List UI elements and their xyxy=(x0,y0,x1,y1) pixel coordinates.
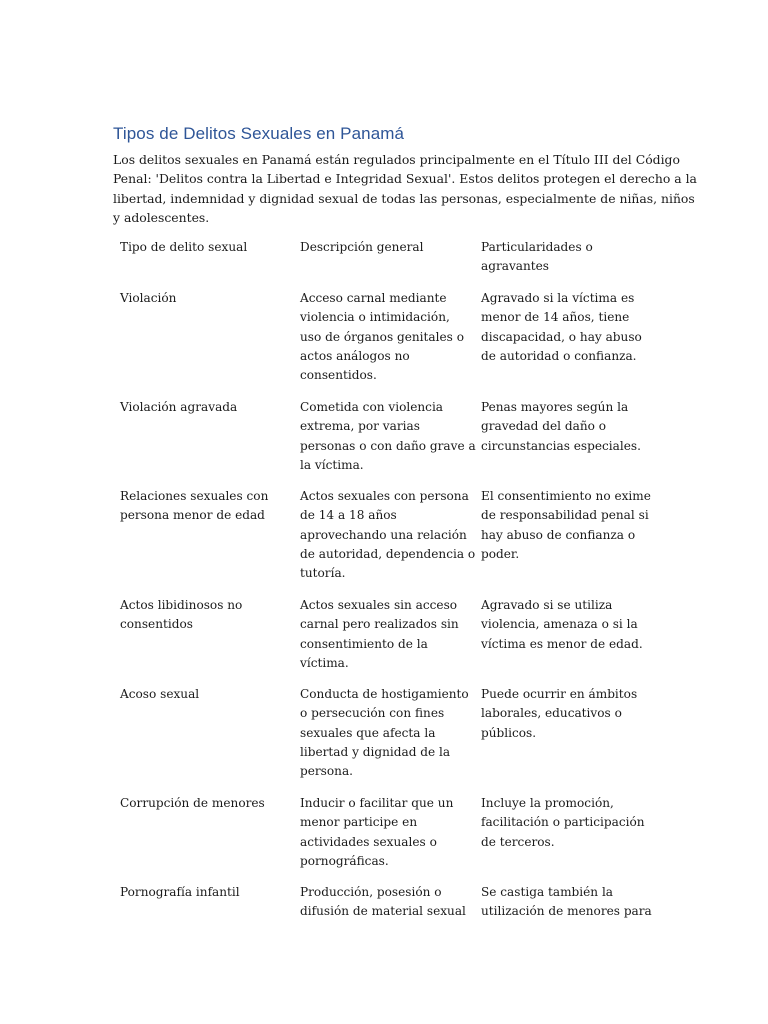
table-cell-type xyxy=(120,289,176,308)
header-text: Particularidades o xyxy=(481,240,593,254)
table-cell-type xyxy=(120,487,268,526)
table-cell-particularities xyxy=(481,883,652,922)
cell-line: poder. xyxy=(481,546,520,561)
cell-line: menor participe en xyxy=(300,815,418,830)
cell-line: discapacidad, o hay abuso xyxy=(481,329,642,344)
cell-line: difusión de material sexual xyxy=(300,904,466,919)
cell-line: laborales, educativos o xyxy=(481,706,622,721)
cell-line: Penas mayores según la xyxy=(481,400,629,414)
cell-line: violencia o intimidación, xyxy=(300,310,450,325)
table-cell-description xyxy=(300,487,475,583)
table-cell-description xyxy=(300,398,476,475)
table-cell-type xyxy=(120,596,242,635)
cell-line: hay abuso de confianza o xyxy=(481,527,636,542)
cell-line: Violación xyxy=(120,291,177,305)
table-cell-description xyxy=(300,289,464,385)
cell-line: aprovechando una relación xyxy=(300,527,467,542)
cell-line: la víctima. xyxy=(300,457,364,472)
table-cell-particularities xyxy=(481,398,641,456)
cell-line: Corrupción de menores xyxy=(120,796,265,810)
cell-line: El consentimiento no exime xyxy=(481,489,651,503)
cell-line: Producción, posesión o xyxy=(300,885,442,899)
cell-line: consentidos xyxy=(120,617,193,632)
cell-line: Inducir o facilitar que un xyxy=(300,796,454,810)
intro-paragraph xyxy=(113,150,697,227)
cell-line: Relaciones sexuales con xyxy=(120,489,269,503)
cell-line: sexuales que afecta la xyxy=(300,725,436,740)
cell-line: tutoría. xyxy=(300,566,346,581)
cell-line: víctima. xyxy=(300,655,349,670)
table-cell-particularities xyxy=(481,289,642,366)
table-cell-type xyxy=(120,685,199,704)
cell-line: uso de órganos genitales o xyxy=(300,329,464,344)
cell-line: Acoso sexual xyxy=(120,687,200,701)
cell-line: Cometida con violencia xyxy=(300,400,444,414)
cell-line: circunstancias especiales. xyxy=(481,438,641,453)
intro-line: Penal: 'Delitos contra la Libertad e Integridad Sexual'. Estos delitos protegen el derecho a la xyxy=(113,171,697,187)
intro-line: Los delitos sexuales en Panamá están regulados principalmente en el Título III del Código xyxy=(113,152,680,167)
table-cell-particularities xyxy=(481,794,645,852)
page-title: Tipos de Delitos Sexuales en Panamá xyxy=(113,124,405,143)
cell-line: consentidos. xyxy=(300,368,377,383)
cell-line: Actos libidinosos no xyxy=(120,598,243,612)
cell-line: víctima es menor de edad. xyxy=(481,636,643,651)
table-cell-type xyxy=(120,883,240,902)
cell-line: de autoridad, dependencia o xyxy=(300,546,476,561)
cell-line: personas o con daño grave a xyxy=(300,438,476,453)
cell-line: de 14 a 18 años xyxy=(300,508,397,523)
cell-line: Agravado si se utiliza xyxy=(481,598,613,612)
header-cell-type xyxy=(120,238,247,257)
table-cell-description xyxy=(300,685,469,781)
cell-line: actividades sexuales o xyxy=(300,834,437,849)
cell-line: o persecución con fines xyxy=(300,706,445,721)
cell-line: gravedad del daño o xyxy=(481,419,607,434)
cell-line: carnal pero realizados sin xyxy=(300,617,459,632)
intro-line: y adolescentes. xyxy=(113,209,210,225)
cell-line: extrema, por varias xyxy=(300,419,420,434)
cell-line: Actos sexuales sin acceso xyxy=(300,598,458,612)
cell-line: Se castiga también la xyxy=(481,885,614,899)
cell-line: Actos sexuales con persona xyxy=(300,489,469,503)
cell-line: públicos. xyxy=(481,725,537,740)
cell-line: de autoridad o confianza. xyxy=(481,348,637,363)
cell-line: Acceso carnal mediante xyxy=(300,291,447,305)
cell-line: actos análogos no xyxy=(300,348,410,363)
cell-line: consentimiento de la xyxy=(300,636,428,651)
cell-line: libertad y dignidad de la xyxy=(300,744,451,759)
table-cell-description xyxy=(300,794,453,871)
header-cell-description xyxy=(300,238,423,257)
cell-line: violencia, amenaza o si la xyxy=(481,617,638,632)
cell-line: Violación agravada xyxy=(120,400,238,414)
table-cell-particularities xyxy=(481,487,651,564)
cell-line: Conducta de hostigamiento xyxy=(300,687,469,701)
table-cell-description xyxy=(300,596,459,673)
table-cell-type xyxy=(120,398,237,417)
cell-line: Puede ocurrir en ámbitos xyxy=(481,687,638,701)
cell-line: pornográficas. xyxy=(300,853,389,868)
cell-line: persona. xyxy=(300,764,354,779)
header-text: Descripción general xyxy=(300,240,424,254)
table-cell-type xyxy=(120,794,265,813)
table-cell-description xyxy=(300,883,466,922)
cell-line: facilitación o participación xyxy=(481,815,645,830)
cell-line: Agravado si la víctima es xyxy=(481,291,635,305)
cell-line: menor de 14 años, tiene xyxy=(481,310,630,325)
header-cell-particularities xyxy=(481,238,593,277)
cell-line: persona menor de edad xyxy=(120,508,265,523)
table-cell-particularities xyxy=(481,596,643,654)
table-cell-particularities xyxy=(481,685,637,743)
cell-line: Pornografía infantil xyxy=(120,885,240,899)
cell-line: utilización de menores para xyxy=(481,904,652,919)
intro-line: libertad, indemnidad y dignidad sexual de todas las personas, especialmente de niñas, niños xyxy=(113,190,695,206)
header-text: agravantes xyxy=(481,259,549,274)
cell-line: de terceros. xyxy=(481,834,555,849)
cell-line: Incluye la promoción, xyxy=(481,796,614,810)
cell-line: de responsabilidad penal si xyxy=(481,508,649,523)
header-text: Tipo de delito sexual xyxy=(120,240,248,254)
